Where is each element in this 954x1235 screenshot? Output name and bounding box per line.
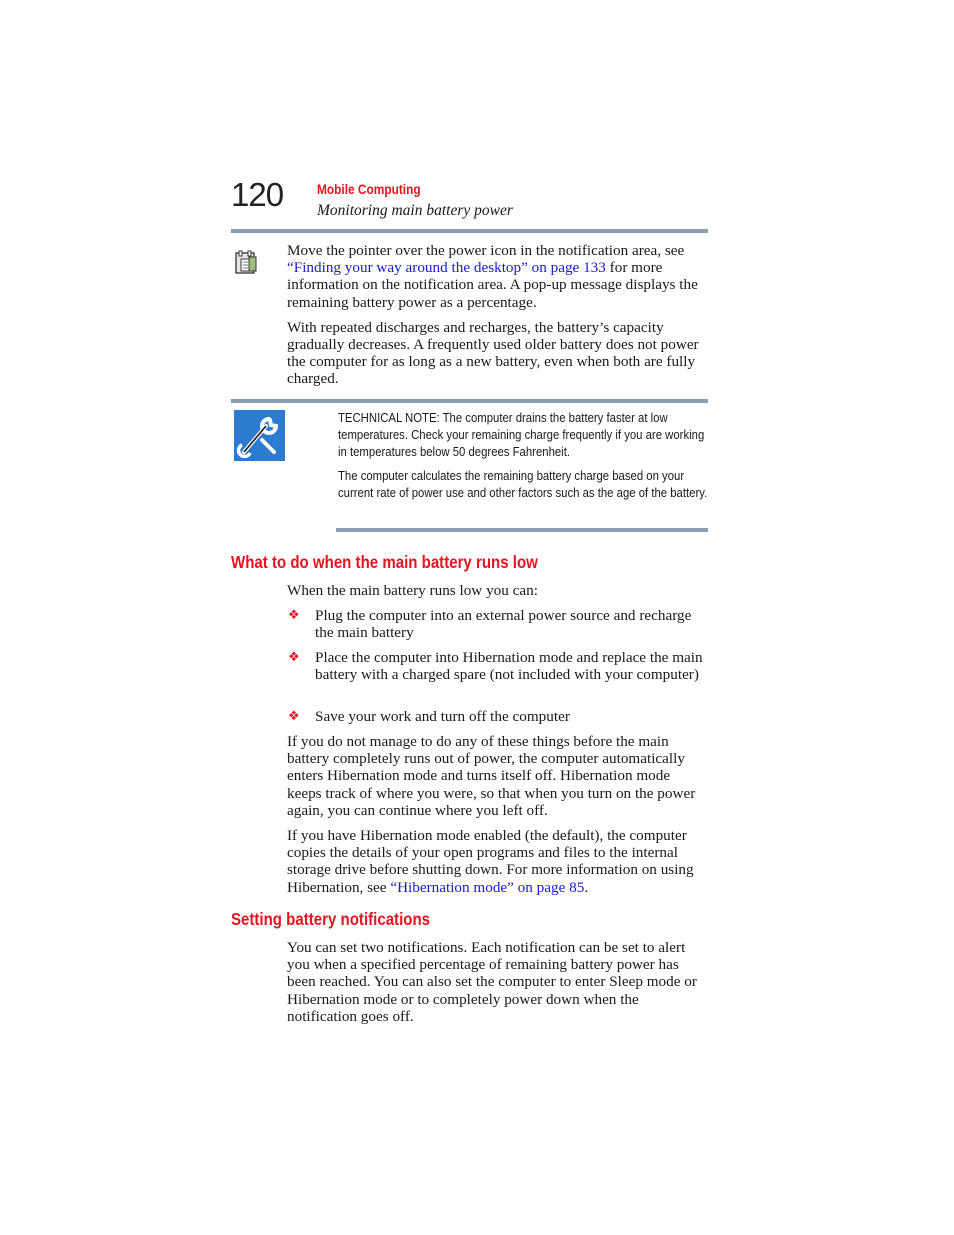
note-block bbox=[287, 242, 708, 388]
page-number: 120 bbox=[231, 176, 284, 213]
tech-note-paragraph-1: TECHNICAL NOTE: The computer drains the battery faster at low temperatures. Check your remaining charge frequently if you are working in temperatures below 50 degrees Fahrenheit. bbox=[338, 410, 705, 459]
section-heading-low-battery: What to do when the main battery runs low bbox=[231, 552, 538, 572]
note-paragraph-1 bbox=[287, 242, 708, 311]
note-icon bbox=[233, 249, 259, 275]
tech-note-divider bbox=[336, 528, 708, 532]
list-item: Place the computer into Hibernation mode and replace the main battery with a charged spare (not included with your computer) bbox=[315, 649, 703, 684]
note-paragraph-2: With repeated discharges and recharges, the battery’s capacity gradually decreases. A frequently used older battery does not power the computer for as long as a new battery, even when both are fully charged. bbox=[287, 318, 699, 388]
desktop-link[interactable]: “Finding your way around the desktop” on page 133 bbox=[287, 259, 606, 277]
header-divider bbox=[231, 229, 708, 233]
tech-note-paragraph-2: The computer calculates the remaining battery charge based on your current rate of power use and other factors such as the age of the battery. bbox=[338, 468, 708, 500]
body-text: . bbox=[584, 878, 589, 896]
section-subtitle: Monitoring main battery power bbox=[317, 202, 513, 219]
bullet-icon: ❖ bbox=[288, 649, 300, 664]
body-text: If you have Hibernation mode enabled (the default), the computer copies the details of your open programs and files to the internal storage drive before shutting down. For more information on using Hibernation, see bbox=[287, 827, 694, 896]
body-paragraph bbox=[287, 827, 708, 896]
note-divider bbox=[231, 399, 708, 403]
list-item: Plug the computer into an external power source and recharge the main battery bbox=[315, 607, 692, 642]
bullet-icon: ❖ bbox=[288, 607, 300, 622]
section-heading-notifications: Setting battery notifications bbox=[231, 909, 431, 929]
wrench-icon bbox=[234, 410, 285, 461]
section-intro: When the main battery runs low you can: bbox=[287, 582, 538, 599]
bullet-icon: ❖ bbox=[288, 708, 300, 723]
chapter-title: Mobile Computing bbox=[317, 182, 421, 197]
note-text: for more information on the notification area. A pop-up message displays the remaining battery power as a percentage. bbox=[287, 259, 698, 311]
body-paragraph: You can set two notifications. Each notification can be set to alert you when a specified percentage of remaining battery power has been reached. You can also set the computer to enter Sleep mode or Hibernation mode or to completely power down when the notification goes off. bbox=[287, 939, 697, 1025]
body-paragraph: If you do not manage to do any of these things before the main battery completely runs out of power, the computer automatically enters Hibernation mode and turns itself off. Hibernation mode keeps track of where you were, so that when you turn on the power again, you can continue where you left off. bbox=[287, 733, 696, 819]
technical-note bbox=[338, 409, 708, 501]
list-item: Save your work and turn off the computer bbox=[315, 708, 570, 725]
hibernation-link[interactable]: “Hibernation mode” on page 85 bbox=[390, 878, 585, 896]
note-text: Move the pointer over the power icon in the notification area, see bbox=[287, 242, 685, 259]
